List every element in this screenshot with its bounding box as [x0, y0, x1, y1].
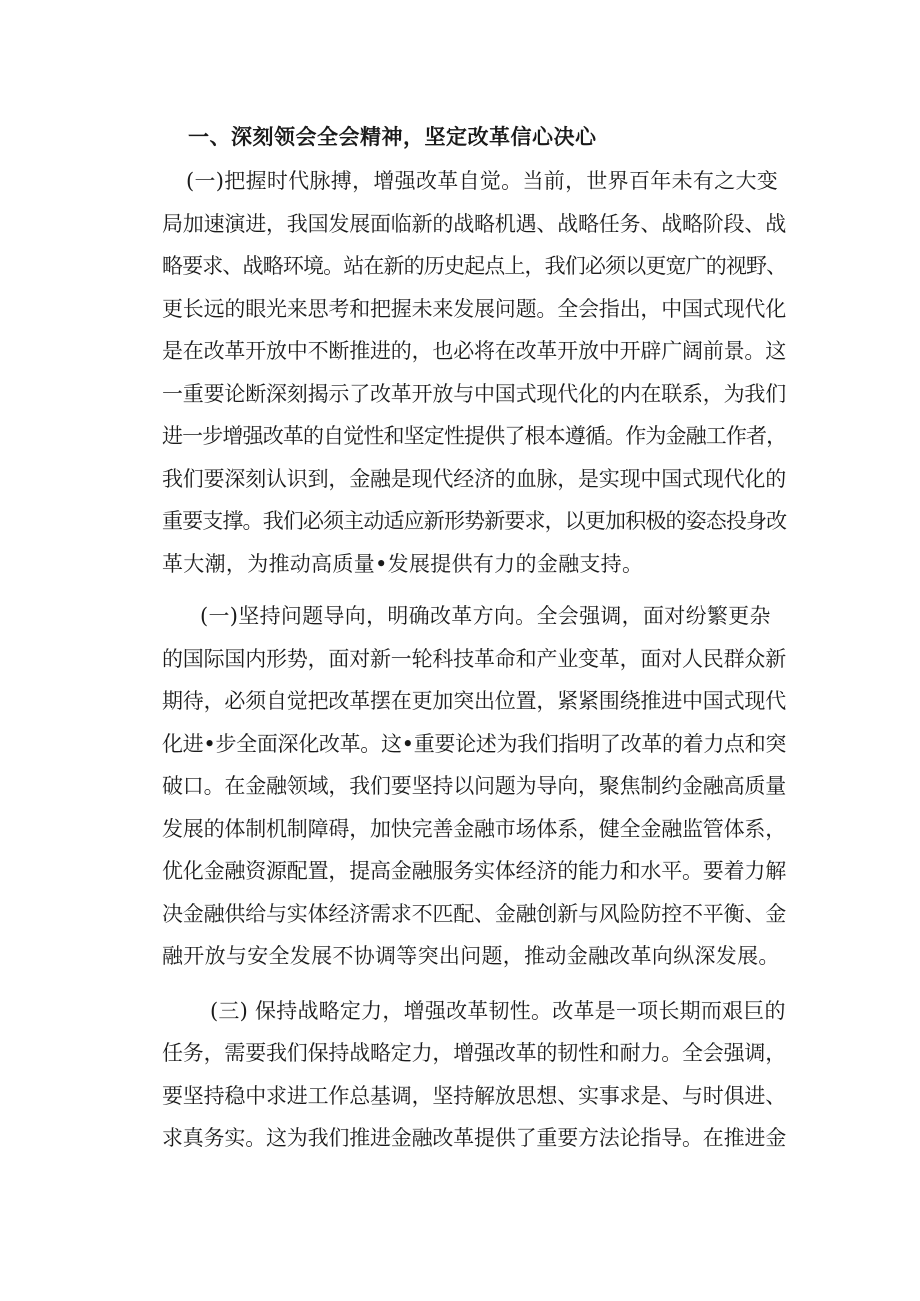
paragraph-line: 重要支撑。我们必须主动适应新形势新要求，以更加积极的姿态投身改 — [162, 509, 787, 533]
paragraph-line: 一重要论断深刻揭示了改革开放与中国式现代化的内在联系，为我们 — [162, 381, 786, 406]
paragraph-line: 优化金融资源配置，提高金融服务实体经济的能力和水平。要着力解 — [162, 859, 786, 883]
paragraph-line: 发展的体制机制障碍，加快完善金融市场体系，健全金融监管体系， — [162, 816, 786, 841]
paragraph-line: (一)坚持问题导向，明确改革方向。全会强调，面对纷繁更杂 — [200, 604, 771, 628]
paragraph-line: (一)把握时代脉搏，增强改革自觉。当前，世界百年未有之大变 — [186, 169, 779, 193]
paragraph-line: 局加速演进，我国发展面临新的战略机遇、战略任务、战略阶段、战 — [162, 211, 786, 236]
paragraph-line: 任务，需要我们保持战略定力，增强改革的韧性和耐力。全会强调， — [162, 1041, 786, 1065]
paragraph-line: 革大潮，为推动高质量•发展提供有力的金融支持。 — [162, 551, 644, 576]
paragraph-1 — [162, 160, 787, 585]
paragraph-line: 决金融供给与实体经济需求不匹配、金融创新与风险防控不平衡、金 — [162, 901, 786, 926]
paragraph-line: 化进•步全面深化改革。这•重要论述为我们指明了改革的着力点和突 — [162, 731, 787, 756]
paragraph-line: 进一步增强改革的自觉性和坚定性提供了根本遵循。作为金融工作者， — [162, 424, 787, 448]
paragraph-2 — [162, 595, 787, 978]
paragraph-line: (三) 保持战略定力，增强改革韧性。改革是一项长期而艰巨的 — [210, 998, 786, 1023]
paragraph-line: 我们要深刻认识到，金融是现代经济的血脉，是实现中国式现代化的 — [162, 466, 786, 491]
paragraph-line: 略要求、战略环境。站在新的历史起点上，我们必须以更宽广的视野、 — [162, 254, 787, 278]
document-body — [162, 118, 787, 1160]
paragraph-line: 更长远的眼光来思考和把握未来发展问题。全会指出，中国式现代化 — [162, 296, 786, 321]
paragraph-line: 的国际国内形势，面对新一轮科技革命和产业变革，面对人民群众新 — [162, 646, 786, 671]
paragraph-line: 破口。在金融领域，我们要坚持以问题为导向，聚焦制约金融高质量 — [162, 774, 786, 798]
section-heading: 一、深刻领会全会精神，坚定改革信心决心 — [188, 124, 597, 149]
paragraph-3 — [162, 990, 784, 1160]
paragraph-line: 是在改革开放中不断推进的，也必将在改革开放中开辟广阔前景。这 — [162, 339, 786, 363]
paragraph-line: 要坚持稳中求进工作总基调，坚持解放思想、实事求是、与时俱进、 — [162, 1083, 786, 1108]
paragraph-line: 求真务实。这为我们推进金融改革提供了重要方法论指导。在推进金 — [162, 1126, 786, 1150]
paragraph-line: 融开放与安全发展不协调等突出问题，推动金融改革向纵深发展。 — [162, 944, 780, 968]
paragraph-line: 期待，必须自觉把改革摆在更加突出位置，紧紧围绕推进中国式现代 — [162, 689, 786, 713]
